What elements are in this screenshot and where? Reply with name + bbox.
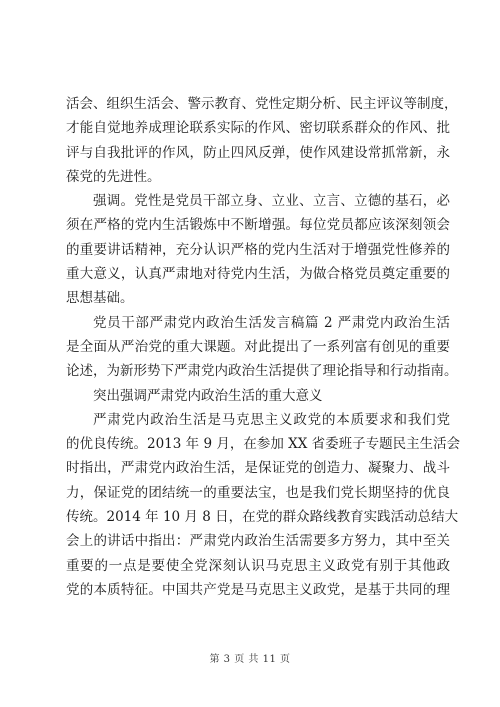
text-line: 葆党的先进性。 [66,168,161,185]
text-line: 评与自我批评的作风，防止四风反弹，使作风建设常抓常新，永 [66,144,450,161]
text-line: 力，保证党的团结统一的重要法宝，也是我们党长期坚持的优良 [66,484,450,501]
text-line: 活会、组织生活会、警示教育、党性定期分析、民主评议等制度， [66,96,458,112]
text-line: 会上的讲话中指出：严肃党内政治生活需要多方努力，其中至关 [66,533,450,550]
text-line: 传统。2014 年 10 月 8 日，在党的群众路线教育实践活动总结大 [66,509,459,526]
text-line: 党的本质特征。中国共产党是马克思主义政党，是基于共同的理 [66,581,450,598]
text-line: 论述，为新形势下严肃党内政治生活提供了理论指导和行动指南。 [66,363,458,380]
text-line: 严肃党内政治生活是马克思主义政党的本质要求和我们党 [93,411,450,428]
text-line: 才能自觉地养成理论联系实际的作风、密切联系群众的作风、批 [66,120,450,137]
text-line: 思想基础。 [66,290,134,307]
page-footer: 第 3 页 共 11 页 [209,654,291,665]
text-line: 是全面从严治党的重大课题。对此提出了一系列富有创见的重要 [66,338,450,355]
text-line: 的优良传统。2013 年 9 月，在参加 XX 省委班子专题民主生活会 [66,436,461,453]
body-text [66,92,461,602]
text-line: 强调。党性是党员干部立身、立业、立言、立德的基石，必 [93,193,450,210]
text-line: 须在严格的党内生活锻炼中不断增强。每位党员都应该深刻领会 [66,217,450,234]
text-line: 时指出，严肃党内政治生活，是保证党的创造力、凝聚力、战斗 [66,460,450,477]
text-line: 党员干部严肃党内政治生活发言稿篇 2 严肃党内政治生活 [93,314,450,331]
text-line: 重大意义，认真严肃地对待党内生活，为做合格党员奠定重要的 [66,266,450,283]
text-line: 重要的一点是要使全党深刻认识马克思主义政党有别于其他政 [66,557,450,574]
text-line: 突出强调严肃党内政治生活的重大意义 [93,387,323,404]
text-line: 的重要讲话精神，充分认识严格的党内生活对于增强党性修养的 [66,241,450,258]
